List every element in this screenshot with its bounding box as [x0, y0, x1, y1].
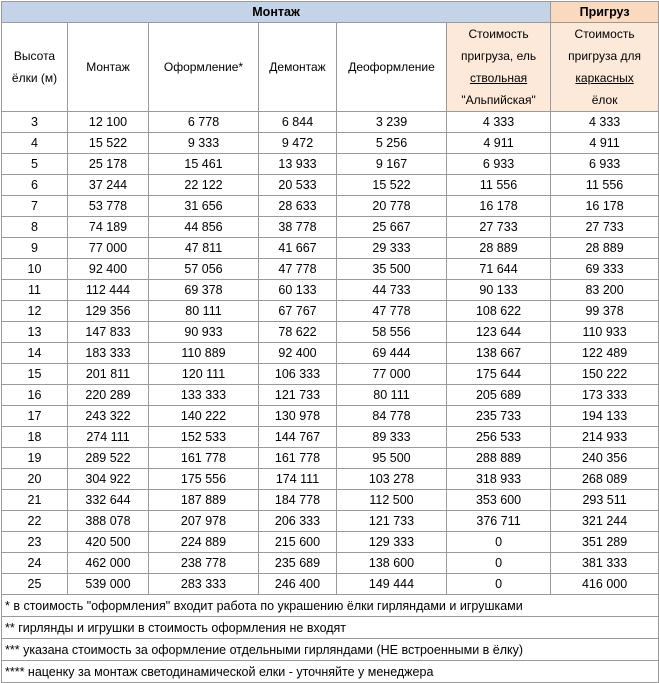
column-header-prigruz-alpiyskaya-line3: ствольная [469, 71, 528, 85]
footnotes [2, 595, 659, 683]
table-row [2, 364, 659, 385]
oformlenie-cell: 238 778 [149, 553, 259, 574]
prigruz-alpiyskaya-cell: 353 600 [447, 490, 551, 511]
column-header-height-line2: ёлки (м) [11, 71, 58, 85]
demontazh-cell: 20 533 [259, 175, 337, 196]
deoformlenie-cell: 9 167 [337, 154, 447, 175]
height-cell: 4 [2, 133, 68, 154]
deoformlenie-cell: 25 667 [337, 217, 447, 238]
prigruz-alpiyskaya-cell: 6 933 [447, 154, 551, 175]
column-header-prigruz-karkasnye-line4: ёлок [591, 93, 618, 107]
deoformlenie-cell: 129 333 [337, 532, 447, 553]
oformlenie-cell: 120 111 [149, 364, 259, 385]
oformlenie-cell: 31 656 [149, 196, 259, 217]
prigruz-karkasnye-cell: 122 489 [551, 343, 659, 364]
deoformlenie-cell: 69 444 [337, 343, 447, 364]
column-header-prigruz-alpiyskaya [447, 23, 551, 112]
prigruz-karkasnye-cell: 99 378 [551, 301, 659, 322]
table-row [2, 343, 659, 364]
height-cell: 13 [2, 322, 68, 343]
deoformlenie-cell: 80 111 [337, 385, 447, 406]
montazh-cell: 92 400 [68, 259, 149, 280]
demontazh-cell: 144 767 [259, 427, 337, 448]
footnote-1: * в стоимость "оформления" входит работа по украшению ёлки гирляндами и игрушками [2, 595, 659, 617]
oformlenie-cell: 224 889 [149, 532, 259, 553]
deoformlenie-cell: 3 239 [337, 112, 447, 133]
montazh-cell: 12 100 [68, 112, 149, 133]
table-row [2, 196, 659, 217]
demontazh-cell: 67 767 [259, 301, 337, 322]
column-header-prigruz-alpiyskaya-line4: "Альпийская" [461, 93, 536, 107]
oformlenie-cell: 187 889 [149, 490, 259, 511]
column-header-prigruz-karkasnye-line3: каркасных [575, 71, 634, 85]
deoformlenie-cell: 138 600 [337, 553, 447, 574]
oformlenie-cell: 175 556 [149, 469, 259, 490]
group-header-prigruz: Пригруз [551, 2, 659, 23]
prigruz-alpiyskaya-cell: 16 178 [447, 196, 551, 217]
demontazh-cell: 13 933 [259, 154, 337, 175]
height-cell: 14 [2, 343, 68, 364]
height-cell: 19 [2, 448, 68, 469]
montazh-cell: 53 778 [68, 196, 149, 217]
column-header-montazh: Монтаж [68, 23, 149, 112]
table-row [2, 301, 659, 322]
height-cell: 16 [2, 385, 68, 406]
deoformlenie-cell: 15 522 [337, 175, 447, 196]
demontazh-cell: 47 778 [259, 259, 337, 280]
montazh-cell: 539 000 [68, 574, 149, 595]
deoformlenie-cell: 5 256 [337, 133, 447, 154]
table-row [2, 553, 659, 574]
table-row [2, 175, 659, 196]
prigruz-karkasnye-cell: 351 289 [551, 532, 659, 553]
deoformlenie-cell: 47 778 [337, 301, 447, 322]
oformlenie-cell: 90 933 [149, 322, 259, 343]
table-row [2, 217, 659, 238]
prigruz-karkasnye-cell: 194 133 [551, 406, 659, 427]
prigruz-karkasnye-cell: 4 911 [551, 133, 659, 154]
height-cell: 20 [2, 469, 68, 490]
height-cell: 11 [2, 280, 68, 301]
prigruz-alpiyskaya-cell: 376 711 [447, 511, 551, 532]
oformlenie-cell: 22 122 [149, 175, 259, 196]
demontazh-cell: 60 133 [259, 280, 337, 301]
deoformlenie-cell: 77 000 [337, 364, 447, 385]
height-cell: 8 [2, 217, 68, 238]
prigruz-karkasnye-cell: 150 222 [551, 364, 659, 385]
demontazh-cell: 161 778 [259, 448, 337, 469]
montazh-cell: 183 333 [68, 343, 149, 364]
height-cell: 7 [2, 196, 68, 217]
montazh-cell: 220 289 [68, 385, 149, 406]
demontazh-cell: 174 111 [259, 469, 337, 490]
demontazh-cell: 28 633 [259, 196, 337, 217]
footnote-3: *** указана стоимость за оформление отдельными гирляндами (НЕ встроенными в ёлку) [2, 639, 659, 661]
deoformlenie-cell: 29 333 [337, 238, 447, 259]
prigruz-alpiyskaya-cell: 108 622 [447, 301, 551, 322]
table-row [2, 448, 659, 469]
column-header-prigruz-alpiyskaya-line2: пригруза, ель [460, 49, 537, 63]
table-row [2, 511, 659, 532]
montazh-cell: 332 644 [68, 490, 149, 511]
montazh-cell: 388 078 [68, 511, 149, 532]
oformlenie-cell: 140 222 [149, 406, 259, 427]
deoformlenie-cell: 112 500 [337, 490, 447, 511]
deoformlenie-cell: 121 733 [337, 511, 447, 532]
deoformlenie-cell: 89 333 [337, 427, 447, 448]
height-cell: 3 [2, 112, 68, 133]
prigruz-alpiyskaya-cell: 138 667 [447, 343, 551, 364]
prigruz-karkasnye-cell: 6 933 [551, 154, 659, 175]
demontazh-cell: 246 400 [259, 574, 337, 595]
demontazh-cell: 130 978 [259, 406, 337, 427]
table-row [2, 490, 659, 511]
column-header-height-line1: Высота [13, 49, 56, 63]
table-row [2, 112, 659, 133]
prigruz-karkasnye-cell: 16 178 [551, 196, 659, 217]
deoformlenie-cell: 149 444 [337, 574, 447, 595]
prigruz-alpiyskaya-cell: 0 [447, 553, 551, 574]
height-cell: 22 [2, 511, 68, 532]
column-header-prigruz-alpiyskaya-line1: Стоимость [468, 27, 529, 41]
deoformlenie-cell: 95 500 [337, 448, 447, 469]
demontazh-cell: 215 600 [259, 532, 337, 553]
column-header-demontazh: Демонтаж [259, 23, 337, 112]
height-cell: 23 [2, 532, 68, 553]
table-row [2, 385, 659, 406]
prigruz-alpiyskaya-cell: 0 [447, 532, 551, 553]
footnote-4: **** наценку за монтаж светодинамической елки - уточняйте у менеджера [2, 661, 659, 683]
demontazh-cell: 78 622 [259, 322, 337, 343]
column-header-prigruz-karkasnye-line2: пригруза для [568, 49, 641, 63]
table-row [2, 259, 659, 280]
column-header-height [2, 23, 68, 112]
oformlenie-cell: 283 333 [149, 574, 259, 595]
prigruz-karkasnye-cell: 293 511 [551, 490, 659, 511]
montazh-cell: 304 922 [68, 469, 149, 490]
prigruz-alpiyskaya-cell: 256 533 [447, 427, 551, 448]
montazh-cell: 201 811 [68, 364, 149, 385]
deoformlenie-cell: 58 556 [337, 322, 447, 343]
montazh-cell: 74 189 [68, 217, 149, 238]
oformlenie-cell: 57 056 [149, 259, 259, 280]
table-row [2, 322, 659, 343]
height-cell: 6 [2, 175, 68, 196]
montazh-cell: 129 356 [68, 301, 149, 322]
oformlenie-cell: 44 856 [149, 217, 259, 238]
height-cell: 18 [2, 427, 68, 448]
prigruz-karkasnye-cell: 173 333 [551, 385, 659, 406]
prigruz-karkasnye-cell: 4 333 [551, 112, 659, 133]
montazh-cell: 289 522 [68, 448, 149, 469]
column-header-prigruz-karkasnye-line1: Стоимость [574, 27, 635, 41]
montazh-cell: 112 444 [68, 280, 149, 301]
column-header-oformlenie: Оформление* [149, 23, 259, 112]
prigruz-karkasnye-cell: 321 244 [551, 511, 659, 532]
prigruz-karkasnye-cell: 83 200 [551, 280, 659, 301]
prigruz-karkasnye-cell: 416 000 [551, 574, 659, 595]
oformlenie-cell: 133 333 [149, 385, 259, 406]
deoformlenie-cell: 35 500 [337, 259, 447, 280]
prigruz-karkasnye-cell: 69 333 [551, 259, 659, 280]
prigruz-alpiyskaya-cell: 0 [447, 574, 551, 595]
table-row [2, 574, 659, 595]
demontazh-cell: 9 472 [259, 133, 337, 154]
prigruz-alpiyskaya-cell: 4 333 [447, 112, 551, 133]
prigruz-alpiyskaya-cell: 235 733 [447, 406, 551, 427]
prigruz-alpiyskaya-cell: 27 733 [447, 217, 551, 238]
deoformlenie-cell: 103 278 [337, 469, 447, 490]
prigruz-alpiyskaya-cell: 71 644 [447, 259, 551, 280]
table-row [2, 406, 659, 427]
prigruz-alpiyskaya-cell: 4 911 [447, 133, 551, 154]
demontazh-cell: 6 844 [259, 112, 337, 133]
demontazh-cell: 41 667 [259, 238, 337, 259]
deoformlenie-cell: 84 778 [337, 406, 447, 427]
demontazh-cell: 106 333 [259, 364, 337, 385]
height-cell: 12 [2, 301, 68, 322]
oformlenie-cell: 9 333 [149, 133, 259, 154]
montazh-cell: 243 322 [68, 406, 149, 427]
height-cell: 5 [2, 154, 68, 175]
prigruz-karkasnye-cell: 110 933 [551, 322, 659, 343]
montazh-cell: 462 000 [68, 553, 149, 574]
height-cell: 9 [2, 238, 68, 259]
prigruz-karkasnye-cell: 27 733 [551, 217, 659, 238]
demontazh-cell: 184 778 [259, 490, 337, 511]
oformlenie-cell: 161 778 [149, 448, 259, 469]
oformlenie-cell: 207 978 [149, 511, 259, 532]
height-cell: 25 [2, 574, 68, 595]
deoformlenie-cell: 20 778 [337, 196, 447, 217]
table-row [2, 133, 659, 154]
oformlenie-cell: 6 778 [149, 112, 259, 133]
height-cell: 17 [2, 406, 68, 427]
demontazh-cell: 92 400 [259, 343, 337, 364]
prigruz-karkasnye-cell: 240 356 [551, 448, 659, 469]
demontazh-cell: 235 689 [259, 553, 337, 574]
oformlenie-cell: 80 111 [149, 301, 259, 322]
group-header-montazh: Монтаж [2, 2, 551, 23]
oformlenie-cell: 110 889 [149, 343, 259, 364]
prigruz-karkasnye-cell: 11 556 [551, 175, 659, 196]
prigruz-karkasnye-cell: 268 089 [551, 469, 659, 490]
demontazh-cell: 121 733 [259, 385, 337, 406]
prigruz-alpiyskaya-cell: 175 644 [447, 364, 551, 385]
table-row [2, 280, 659, 301]
column-header-deoformlenie: Деоформление [337, 23, 447, 112]
footnote-2: ** гирлянды и игрушки в стоимость оформления не входят [2, 617, 659, 639]
prigruz-alpiyskaya-cell: 318 933 [447, 469, 551, 490]
oformlenie-cell: 15 461 [149, 154, 259, 175]
montazh-cell: 274 111 [68, 427, 149, 448]
montazh-cell: 147 833 [68, 322, 149, 343]
montazh-cell: 37 244 [68, 175, 149, 196]
table-row [2, 469, 659, 490]
prigruz-karkasnye-cell: 28 889 [551, 238, 659, 259]
prigruz-karkasnye-cell: 381 333 [551, 553, 659, 574]
table-row [2, 532, 659, 553]
montazh-cell: 420 500 [68, 532, 149, 553]
height-cell: 15 [2, 364, 68, 385]
oformlenie-cell: 69 378 [149, 280, 259, 301]
height-cell: 10 [2, 259, 68, 280]
height-cell: 24 [2, 553, 68, 574]
prigruz-alpiyskaya-cell: 11 556 [447, 175, 551, 196]
prigruz-alpiyskaya-cell: 123 644 [447, 322, 551, 343]
demontazh-cell: 38 778 [259, 217, 337, 238]
deoformlenie-cell: 44 733 [337, 280, 447, 301]
oformlenie-cell: 152 533 [149, 427, 259, 448]
prigruz-alpiyskaya-cell: 205 689 [447, 385, 551, 406]
demontazh-cell: 206 333 [259, 511, 337, 532]
prigruz-karkasnye-cell: 214 933 [551, 427, 659, 448]
montazh-cell: 25 178 [68, 154, 149, 175]
montazh-cell: 15 522 [68, 133, 149, 154]
table-row [2, 427, 659, 448]
oformlenie-cell: 47 811 [149, 238, 259, 259]
table-row [2, 154, 659, 175]
montazh-cell: 77 000 [68, 238, 149, 259]
column-header-prigruz-karkasnye [551, 23, 659, 112]
table-row [2, 238, 659, 259]
prigruz-alpiyskaya-cell: 90 133 [447, 280, 551, 301]
prigruz-alpiyskaya-cell: 288 889 [447, 448, 551, 469]
prigruz-alpiyskaya-cell: 28 889 [447, 238, 551, 259]
table-body [2, 112, 659, 595]
height-cell: 21 [2, 490, 68, 511]
price-table [1, 1, 659, 683]
